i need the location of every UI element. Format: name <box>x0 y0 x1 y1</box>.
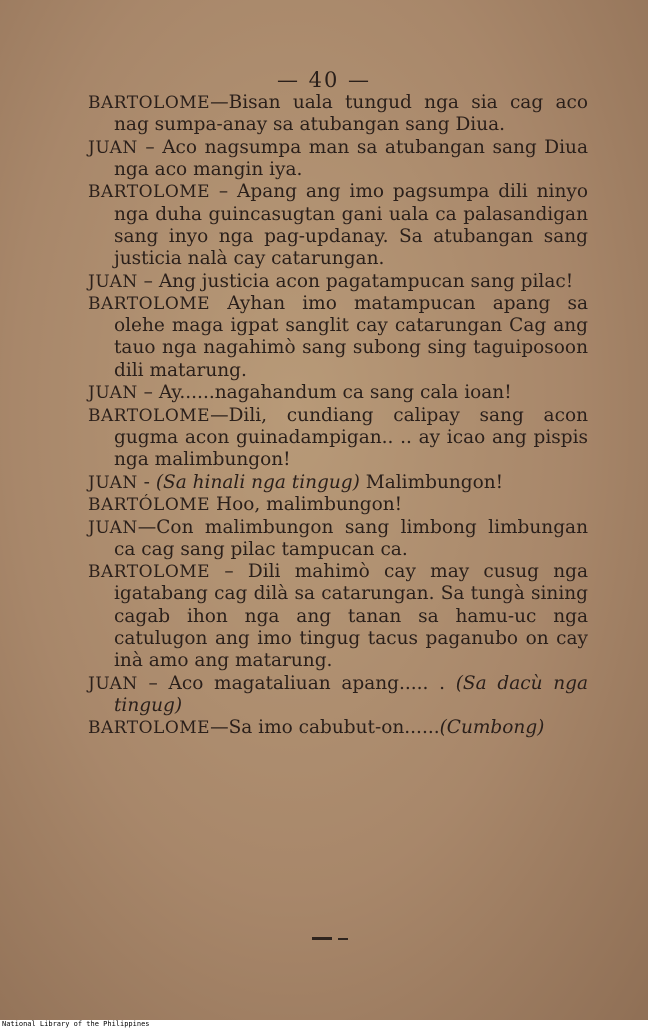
dash: — <box>210 404 229 426</box>
stage-direction: (Cumbong) <box>439 717 545 739</box>
speech-line <box>88 673 588 717</box>
dash: – <box>148 672 158 694</box>
stage-direction: (Sa dacù nga tingug) <box>114 672 588 716</box>
speaker-name: BARTOLOME <box>88 182 211 203</box>
speech-line <box>88 472 588 494</box>
speaker-name: JUAN <box>88 517 138 538</box>
speech-line <box>88 717 588 739</box>
speech-text: Ay......nagahandum ca sang cala ioan! <box>158 382 512 404</box>
speaker-name: BARTOLOME <box>88 562 211 583</box>
speech-line <box>88 137 588 181</box>
speaker-name: BARTOLOME <box>88 718 211 739</box>
speech-line <box>88 405 588 472</box>
speech-line <box>88 92 588 136</box>
dash: – <box>218 181 229 203</box>
speech-text: Con malimbungon sang limbong limbungan ca cag sang pilac tampucan ca. <box>114 516 588 560</box>
speaker-name: JUAN <box>88 383 138 404</box>
speech-text: Hoo, malimbungon! <box>215 494 403 516</box>
dash: - <box>143 471 150 493</box>
speech-text: Ang justicia acon pagatampucan sang pilac! <box>158 270 574 292</box>
speech-text: Apang ang imo pagsumpa dili ninyo nga duha guincasugtan gani uala ca palasandigan sang inyo nga pag-updanay. Sa atubangan sang justicia nalà cay catarungan. <box>114 181 588 270</box>
speech-text: Bisan uala tungud nga sia cag aco nag sumpa-anay sa atubangan sang Diua. <box>114 92 588 136</box>
speaker-name: JUAN <box>88 673 138 694</box>
printer-ornament <box>312 928 360 936</box>
dash: – <box>143 382 153 404</box>
dash: – <box>143 270 153 292</box>
speaker-name: BARTOLOME <box>88 405 211 426</box>
stage-direction: (Sa hinali nga tingug) <box>155 471 360 493</box>
speech-text: Aco nagsumpa man sa atubangan sang Diua nga aco mangin iya. <box>114 136 588 180</box>
library-watermark: National Library of the Philippines <box>0 1020 648 1028</box>
page-number: — 40 — <box>276 68 372 92</box>
speech-text: Sa imo cabubut-on...... <box>228 717 440 739</box>
speech-text: Dili mahimò cay may cusug nga igatabang cag dilà sa catarungan. Sa tungà sining cagab ihon nga ang tanan sa hamu-uc nga catulugon ang imo tingug tacus paganubo on cay inà amo ang matarung. <box>114 561 588 672</box>
dash: — <box>210 717 229 739</box>
speech-line <box>88 561 588 672</box>
speech-text: Malimbungon! <box>365 471 504 493</box>
dash: — <box>137 516 157 538</box>
dash: – <box>224 561 234 583</box>
speaker-name: JUAN <box>88 472 138 493</box>
speech-text: Aco magataliuan apang..... . <box>168 672 445 694</box>
dash: – <box>145 136 155 158</box>
speech-line <box>88 494 588 516</box>
speech-text: Dili, cundiang calipay sang acon gugma acon guinadampigan.. .. ay icao ang pispis nga malimbungon! <box>114 404 588 471</box>
speech-line <box>88 181 588 270</box>
speaker-name: BARTOLOME <box>88 294 211 315</box>
speaker-name: JUAN <box>88 271 138 292</box>
dialogue-body <box>88 92 588 740</box>
speech-text: Ayhan imo matampucan apang sa olehe maga igpat sanglit cay catarungan Cag ang tauo nga nagahimò sang subong sing taguiposoon dili matarung. <box>114 293 588 381</box>
dash: — <box>210 92 229 113</box>
speech-line <box>88 293 588 382</box>
speaker-name: JUAN <box>88 137 138 158</box>
speaker-name: BARTOLOME <box>88 93 211 113</box>
speech-line <box>88 382 588 404</box>
speaker-name: BARTÓLOME <box>88 495 211 516</box>
speech-line <box>88 517 588 561</box>
speech-line <box>88 271 588 293</box>
